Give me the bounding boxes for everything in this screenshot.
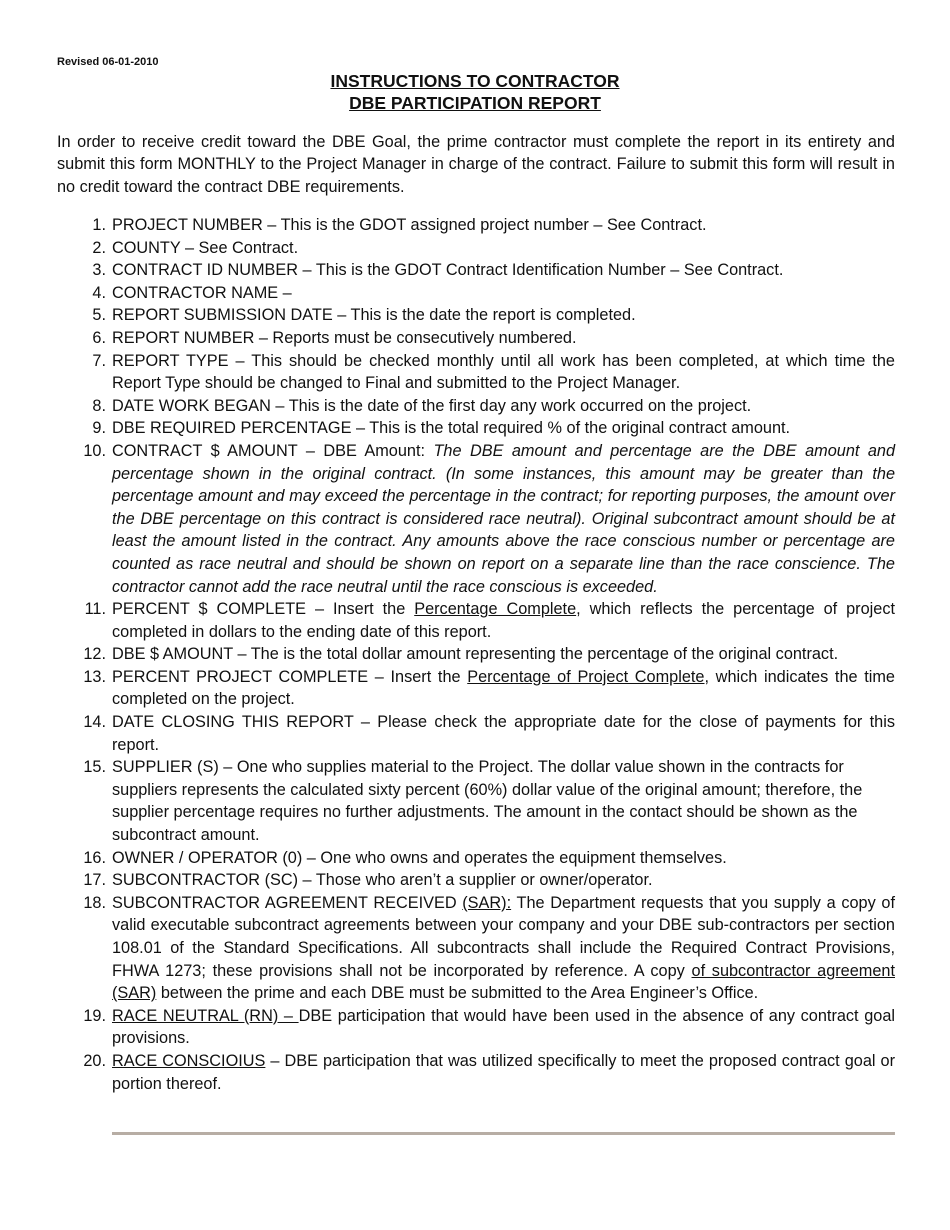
item-number: 8.	[92, 396, 106, 415]
intro-paragraph: In order to receive credit toward the DBE Goal, the prime contractor must complete the report in its entirety and submit this form MONTHLY to the Project Manager in charge of the contract. Failure to submit this form will result in no credit toward the contract DBE requirements.	[57, 133, 895, 196]
item-text: PERCENT $ COMPLETE – Insert the	[112, 600, 415, 619]
item-number: 1.	[92, 216, 106, 234]
item-number: 10.	[83, 441, 106, 460]
instruction-item	[57, 259, 895, 282]
item-text: REPORT TYPE – This should be checked monthly until all work has been completed, at which time the Report Type should be changed to Final and submitted to the Project Manager.	[112, 351, 895, 393]
instruction-item	[57, 237, 895, 260]
item-number: 14.	[83, 713, 106, 732]
instruction-item	[57, 643, 895, 666]
item-text: DBE $ AMOUNT – The is the total dollar amount representing the percentage of the original contract.	[112, 645, 839, 664]
item-number: 3.	[92, 261, 106, 280]
item-text: SUBCONTRACTOR AGREEMENT RECEIVED	[112, 893, 463, 912]
item-number: 6.	[92, 328, 106, 347]
instruction-item	[57, 892, 895, 1005]
item-text: , which reflects the percentage of project completed in dollars to the ending date of this report.	[112, 600, 895, 641]
item-text: CONTRACT ID NUMBER – This is the GDOT Contract Identification Number – See Contract.	[112, 261, 784, 280]
item-text: between the prime and each DBE must be submitted to the Area Engineer’s Office.	[156, 984, 759, 1003]
item-number: 11.	[84, 600, 106, 619]
instruction-item	[57, 350, 895, 395]
title-line-1: INSTRUCTIONS TO CONTRACTOR	[330, 71, 620, 91]
item-text: PROJECT NUMBER – This is the GDOT assigned project number – See Contract.	[112, 216, 707, 234]
item-italic-note: The DBE amount and percentage are the DBE amount and percentage shown in the original contract. (In some instances, this amount may be greater than the percentage amount and may exceed the percentage in the contract; for reporting purposes, the amount over the DBE percentage on this contract is considered race neutral). Original subcontract amount should be at least the amount listed in the contract. Any amounts above the race conscious number or percentage are counted as race neutral and should be shown on report on a separate line than the race conscience. The contractor cannot add the race neutral until the race conscious is exceeded.	[112, 441, 896, 596]
instruction-item	[57, 417, 895, 440]
item-number: 20.	[83, 1051, 106, 1070]
item-underlined-term: RACE NEUTRAL (RN) –	[112, 1006, 299, 1025]
item-underlined-term: (SAR):	[462, 893, 512, 912]
item-number: 13.	[83, 667, 106, 686]
instruction-item	[57, 327, 895, 350]
instruction-list	[57, 214, 895, 1095]
instruction-item	[57, 598, 895, 643]
item-text: DATE WORK BEGAN – This is the date of the first day any work occurred on the project.	[112, 396, 752, 415]
item-text: DBE REQUIRED PERCENTAGE – This is the total required % of the original contract amount.	[112, 419, 791, 438]
item-underlined-term: Percentage Complete	[414, 600, 577, 619]
item-number: 9.	[92, 419, 106, 438]
page-title	[0, 70, 950, 114]
item-number: 16.	[83, 848, 106, 867]
instruction-item	[57, 869, 895, 892]
item-underlined-term: RACE CONSCIOIUS	[112, 1051, 266, 1070]
bottom-divider	[112, 1132, 895, 1135]
item-number: 17.	[83, 871, 106, 890]
item-number: 7.	[92, 351, 106, 370]
item-number: 4.	[92, 283, 106, 302]
item-text: DBE participation that would have been used in the absence of any contract goal provisions.	[112, 1006, 895, 1048]
instruction-item	[57, 1005, 895, 1050]
item-lead-text: CONTRACT $ AMOUNT – DBE Amount:	[112, 441, 434, 460]
item-number: 18.	[83, 893, 106, 912]
item-text: SUBCONTRACTOR (SC) – Those who aren’t a supplier or owner/operator.	[112, 871, 653, 890]
instruction-item	[57, 214, 895, 237]
item-text: The Department requests that you supply a copy of valid executable subcontract agreements between your company and your DBE sub-contractors per section 108.01 of the Standard Specifications. All subcontracts shall include the Required Contract Provisions, FHWA 1273; these provisions shall not be incorporated by reference. A copy	[112, 893, 895, 980]
instruction-item	[57, 282, 895, 305]
item-text: CONTRACTOR NAME –	[112, 283, 292, 302]
item-text: PERCENT PROJECT COMPLETE – Insert the	[112, 667, 468, 686]
item-text: COUNTY – See Contract.	[112, 238, 299, 257]
item-number: 15.	[83, 758, 106, 777]
item-text: DATE CLOSING THIS REPORT – Please check the appropriate date for the close of payments for this report.	[112, 713, 895, 754]
instruction-item	[57, 304, 895, 327]
item-text: OWNER / OPERATOR (0) – One who owns and operates the equipment themselves.	[112, 848, 727, 867]
instruction-item	[57, 1050, 895, 1095]
item-text: REPORT SUBMISSION DATE – This is the date the report is completed.	[112, 306, 636, 325]
item-text: SUPPLIER (S) – One who supplies material to the Project. The dollar value shown in the contracts for suppliers represents the calculated sixty percent (60%) dollar value of the original amount; therefore, the supplier percentage requires no further adjustments. The amount in the contact should be shown as the subcontract amount.	[112, 758, 863, 845]
item-number: 5.	[92, 306, 106, 325]
item-underlined-term: Percentage of Project Complete	[467, 667, 705, 686]
instruction-item	[57, 395, 895, 418]
instruction-item	[57, 711, 895, 756]
item-underlined-term: of subcontractor agreement (SAR)	[112, 961, 895, 1003]
instruction-item	[57, 440, 895, 598]
revision-date: Revised 06-01-2010	[57, 56, 159, 68]
title-line-2: DBE PARTICIPATION REPORT	[349, 93, 601, 113]
instruction-item	[57, 666, 895, 711]
item-text: , which indicates the time completed on the project.	[112, 667, 895, 709]
item-text: – DBE participation that was utilized specifically to meet the proposed contract goal or portion thereof.	[112, 1051, 895, 1093]
item-number: 19.	[83, 1006, 106, 1025]
item-number: 2.	[92, 238, 106, 257]
item-number: 12.	[83, 645, 106, 664]
instruction-item	[57, 756, 895, 846]
instruction-item	[57, 847, 895, 870]
item-text: REPORT NUMBER – Reports must be consecutively numbered.	[112, 328, 577, 347]
